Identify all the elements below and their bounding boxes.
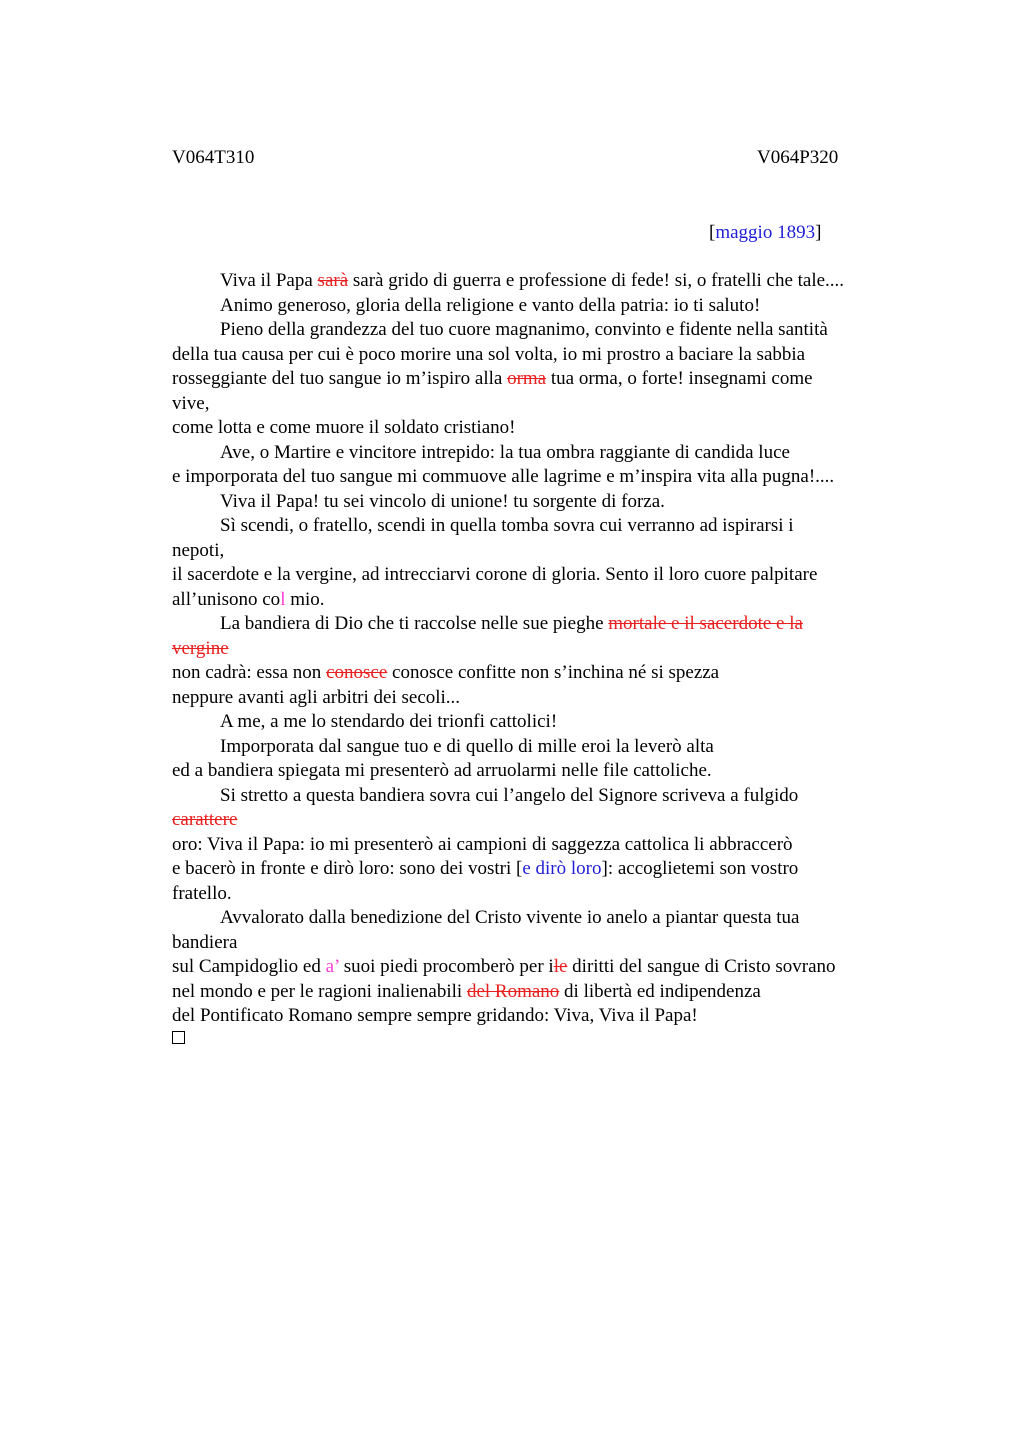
deleted-text: le — [553, 956, 568, 977]
text-run: non cadrà: essa non — [172, 662, 327, 683]
text-run: Ave, o Martire e vincitore intrepido: la tua ombra raggiante di candida luce — [220, 441, 790, 463]
text-run: Viva il Papa — [220, 270, 318, 291]
text-line — [172, 490, 912, 515]
text-line — [172, 318, 912, 343]
deleted-text: conosce — [326, 662, 388, 683]
text-line — [172, 735, 912, 760]
page-code-right: V064P320 — [757, 147, 839, 168]
deleted-text: del Romano — [466, 980, 560, 1002]
added-text: a’ — [325, 956, 339, 977]
text-line — [172, 980, 912, 1005]
text-run: ]: accoglietemi son vostro — [601, 858, 799, 879]
text-run: Avvalorato dalla benedizione del Cristo vivente io anelo a piantar questa tua — [220, 907, 800, 928]
date-text: maggio 1893 — [715, 222, 816, 243]
text-run: della tua causa per cui è poco morire una sol volta, io mi prostro a baciare la sabbia — [172, 343, 806, 365]
text-run: rosseggiante del tuo sangue io m’ispiro alla — [172, 368, 508, 389]
text-run: nepoti, — [172, 539, 225, 561]
text-run: sarà grido di guerra e professione di fede! si, o fratelli che tale.... — [348, 270, 845, 291]
deleted-text: vergine — [172, 637, 229, 659]
text-run: nel mondo e per le ragioni inalienabili — [172, 980, 467, 1002]
text-run: suoi piedi procomberò per i — [338, 956, 554, 977]
text-run: mio. — [285, 588, 325, 610]
text-run: Animo generoso, gloria della religione e vanto della patria: io ti saluto! — [220, 294, 761, 316]
text-line — [172, 710, 912, 735]
text-line — [172, 661, 912, 686]
text-run: come lotta e come muore il soldato cristiano! — [172, 417, 516, 438]
text-run: ed a bandiera spiegata mi presenterò ad arruolarmi nelle file cattoliche. — [172, 760, 712, 781]
text-line — [172, 612, 912, 637]
editorial-insertion: e dirò loro — [522, 858, 602, 879]
text-run: e bacerò in fronte e dirò loro: sono dei vostri [ — [172, 858, 523, 879]
document-body — [172, 269, 912, 1044]
text-run: il sacerdote e la vergine, ad intrecciarvi corone di gloria. Sento il loro cuore palpitare — [172, 564, 818, 585]
text-line — [172, 539, 912, 564]
text-run: Imporporata dal sangue tuo e di quello di mille eroi la leverò alta — [220, 735, 714, 757]
text-run: all’unisono co — [172, 588, 281, 610]
text-run: A me, a me lo stendardo dei trionfi cattolici! — [220, 711, 558, 732]
date-open-bracket: [ — [709, 222, 716, 243]
text-run: Sì scendi, o fratello, scendi in quella tomba sovra cui verranno ad ispirarsi i — [220, 515, 794, 536]
text-line — [172, 784, 912, 809]
text-run: Si stretto a questa bandiera sovra cui l’angelo del Signore scriveva a fulgido — [220, 784, 799, 806]
deleted-text: mortale e il sacerdote e la — [608, 613, 803, 634]
end-of-text-box — [172, 1031, 185, 1044]
text-run: fratello. — [172, 882, 232, 904]
text-line — [172, 441, 912, 466]
text-run: diritti del sangue di Cristo sovrano — [567, 956, 836, 977]
text-run: e imporporata del tuo sangue mi commuove alle lagrime e m’inspira vita alla pugna!.... — [172, 466, 835, 487]
text-line — [172, 465, 912, 490]
text-run: Viva il Papa! tu sei vincolo di unione! tu sorgente di forza. — [220, 490, 665, 512]
date-close-bracket: ] — [815, 222, 822, 243]
text-run: La bandiera di Dio che ti raccolse nelle sue pieghe — [220, 613, 609, 634]
text-line — [172, 833, 912, 858]
text-run: oro: Viva il Papa: io mi presenterò ai campioni di saggezza cattolica li abbraccerò — [172, 833, 793, 855]
added-text: l — [280, 588, 286, 610]
text-run: del Pontificato Romano sempre sempre gridando: Viva, Viva il Papa! — [172, 1005, 698, 1026]
text-run: vive, — [172, 392, 210, 414]
text-line — [172, 759, 912, 784]
text-run: neppure avanti agli arbitri dei secoli... — [172, 686, 461, 708]
text-line — [172, 808, 912, 833]
text-line — [172, 931, 912, 956]
text-run: sul Campidoglio ed — [172, 956, 326, 977]
text-line — [172, 588, 912, 613]
text-run: Pieno della grandezza del tuo cuore magnanimo, convinto e fidente nella santità — [220, 319, 828, 340]
text-line — [172, 906, 912, 931]
text-line — [172, 857, 912, 882]
text-line — [172, 637, 912, 662]
text-run: tua orma, o forte! insegnami come — [546, 368, 813, 389]
text-line — [172, 1004, 912, 1029]
text-line — [172, 882, 912, 907]
text-line — [172, 416, 912, 441]
text-line — [172, 514, 912, 539]
text-line — [172, 367, 912, 392]
text-line — [172, 343, 912, 368]
deleted-text: carattere — [172, 809, 238, 830]
deleted-text: sarà — [317, 270, 349, 291]
text-line — [172, 392, 912, 417]
text-run: di libertà ed indipendenza — [559, 980, 761, 1002]
text-line — [172, 955, 912, 980]
date-line — [709, 221, 821, 245]
deleted-text: orma — [507, 368, 547, 389]
text-line — [172, 269, 912, 294]
text-line — [172, 563, 912, 588]
text-run: bandiera — [172, 931, 238, 953]
text-line — [172, 294, 912, 319]
text-run: conosce confitte non s’inchina né si spezza — [387, 662, 720, 683]
text-line — [172, 686, 912, 711]
page-code-left: V064T310 — [172, 147, 255, 168]
